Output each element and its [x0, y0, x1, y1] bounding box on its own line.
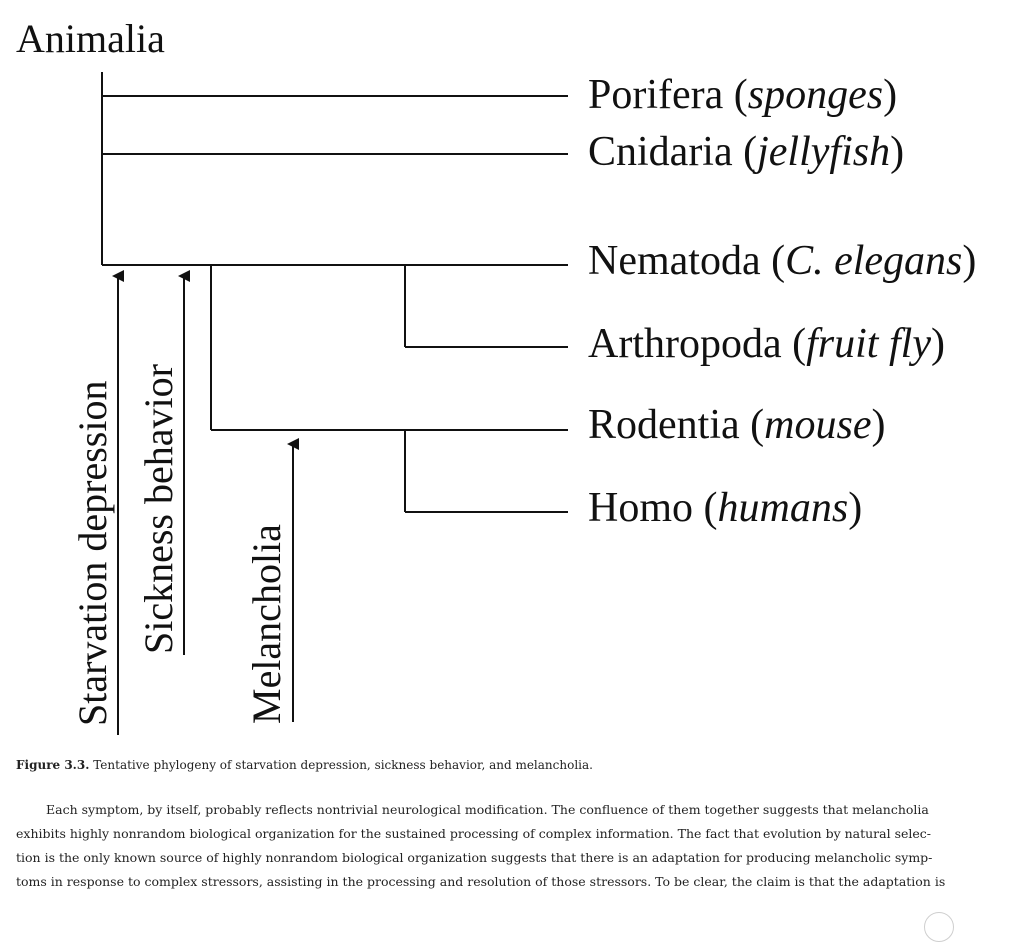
body-line: Each symptom, by itself, probably reflects nontrivial neurological modification. The confluence of them together suggests that melancholia	[46, 802, 929, 817]
figure-caption-text: Tentative phylogeny of starvation depression, sickness behavior, and melancholia.	[93, 758, 593, 772]
root-label: Animalia	[16, 16, 165, 61]
body-paragraph	[16, 798, 1006, 894]
taxon-porifera: Porifera (sponges)	[588, 72, 898, 118]
taxon-labels	[588, 72, 976, 531]
figure-caption	[16, 758, 1006, 772]
taxon-nematoda: Nematoda (C. elegans)	[588, 238, 977, 284]
trait-label-melancholia: Melancholia	[244, 524, 289, 724]
taxon-arthropoda: Arthropoda (fruit fly)	[588, 321, 945, 367]
taxon-cnidaria: Cnidaria (jellyfish)	[588, 129, 905, 175]
body-line: tion is the only known source of highly nonrandom biological organization suggests that there is an adaptation for producing melancholic symp-	[16, 850, 933, 865]
figure-caption-label: Figure 3.3.	[16, 758, 90, 772]
trait-label-sickness-behavior: Sickness behavior	[136, 364, 181, 654]
taxon-rodentia: Rodentia (mouse)	[588, 402, 886, 448]
body-line: toms in response to complex stressors, assisting in the processing and resolution of those stressors. To be clear, the claim is that the adaptation is	[16, 874, 946, 889]
scroll-indicator[interactable]	[924, 912, 954, 942]
trait-label-starvation-depression: Starvation depression	[70, 380, 115, 726]
body-line: exhibits highly nonrandom biological organization for the sustained processing of complex information. The fact that evolution by natural selec-	[16, 826, 932, 841]
taxon-homo: Homo (humans)	[588, 485, 863, 531]
trait-labels	[70, 364, 289, 726]
